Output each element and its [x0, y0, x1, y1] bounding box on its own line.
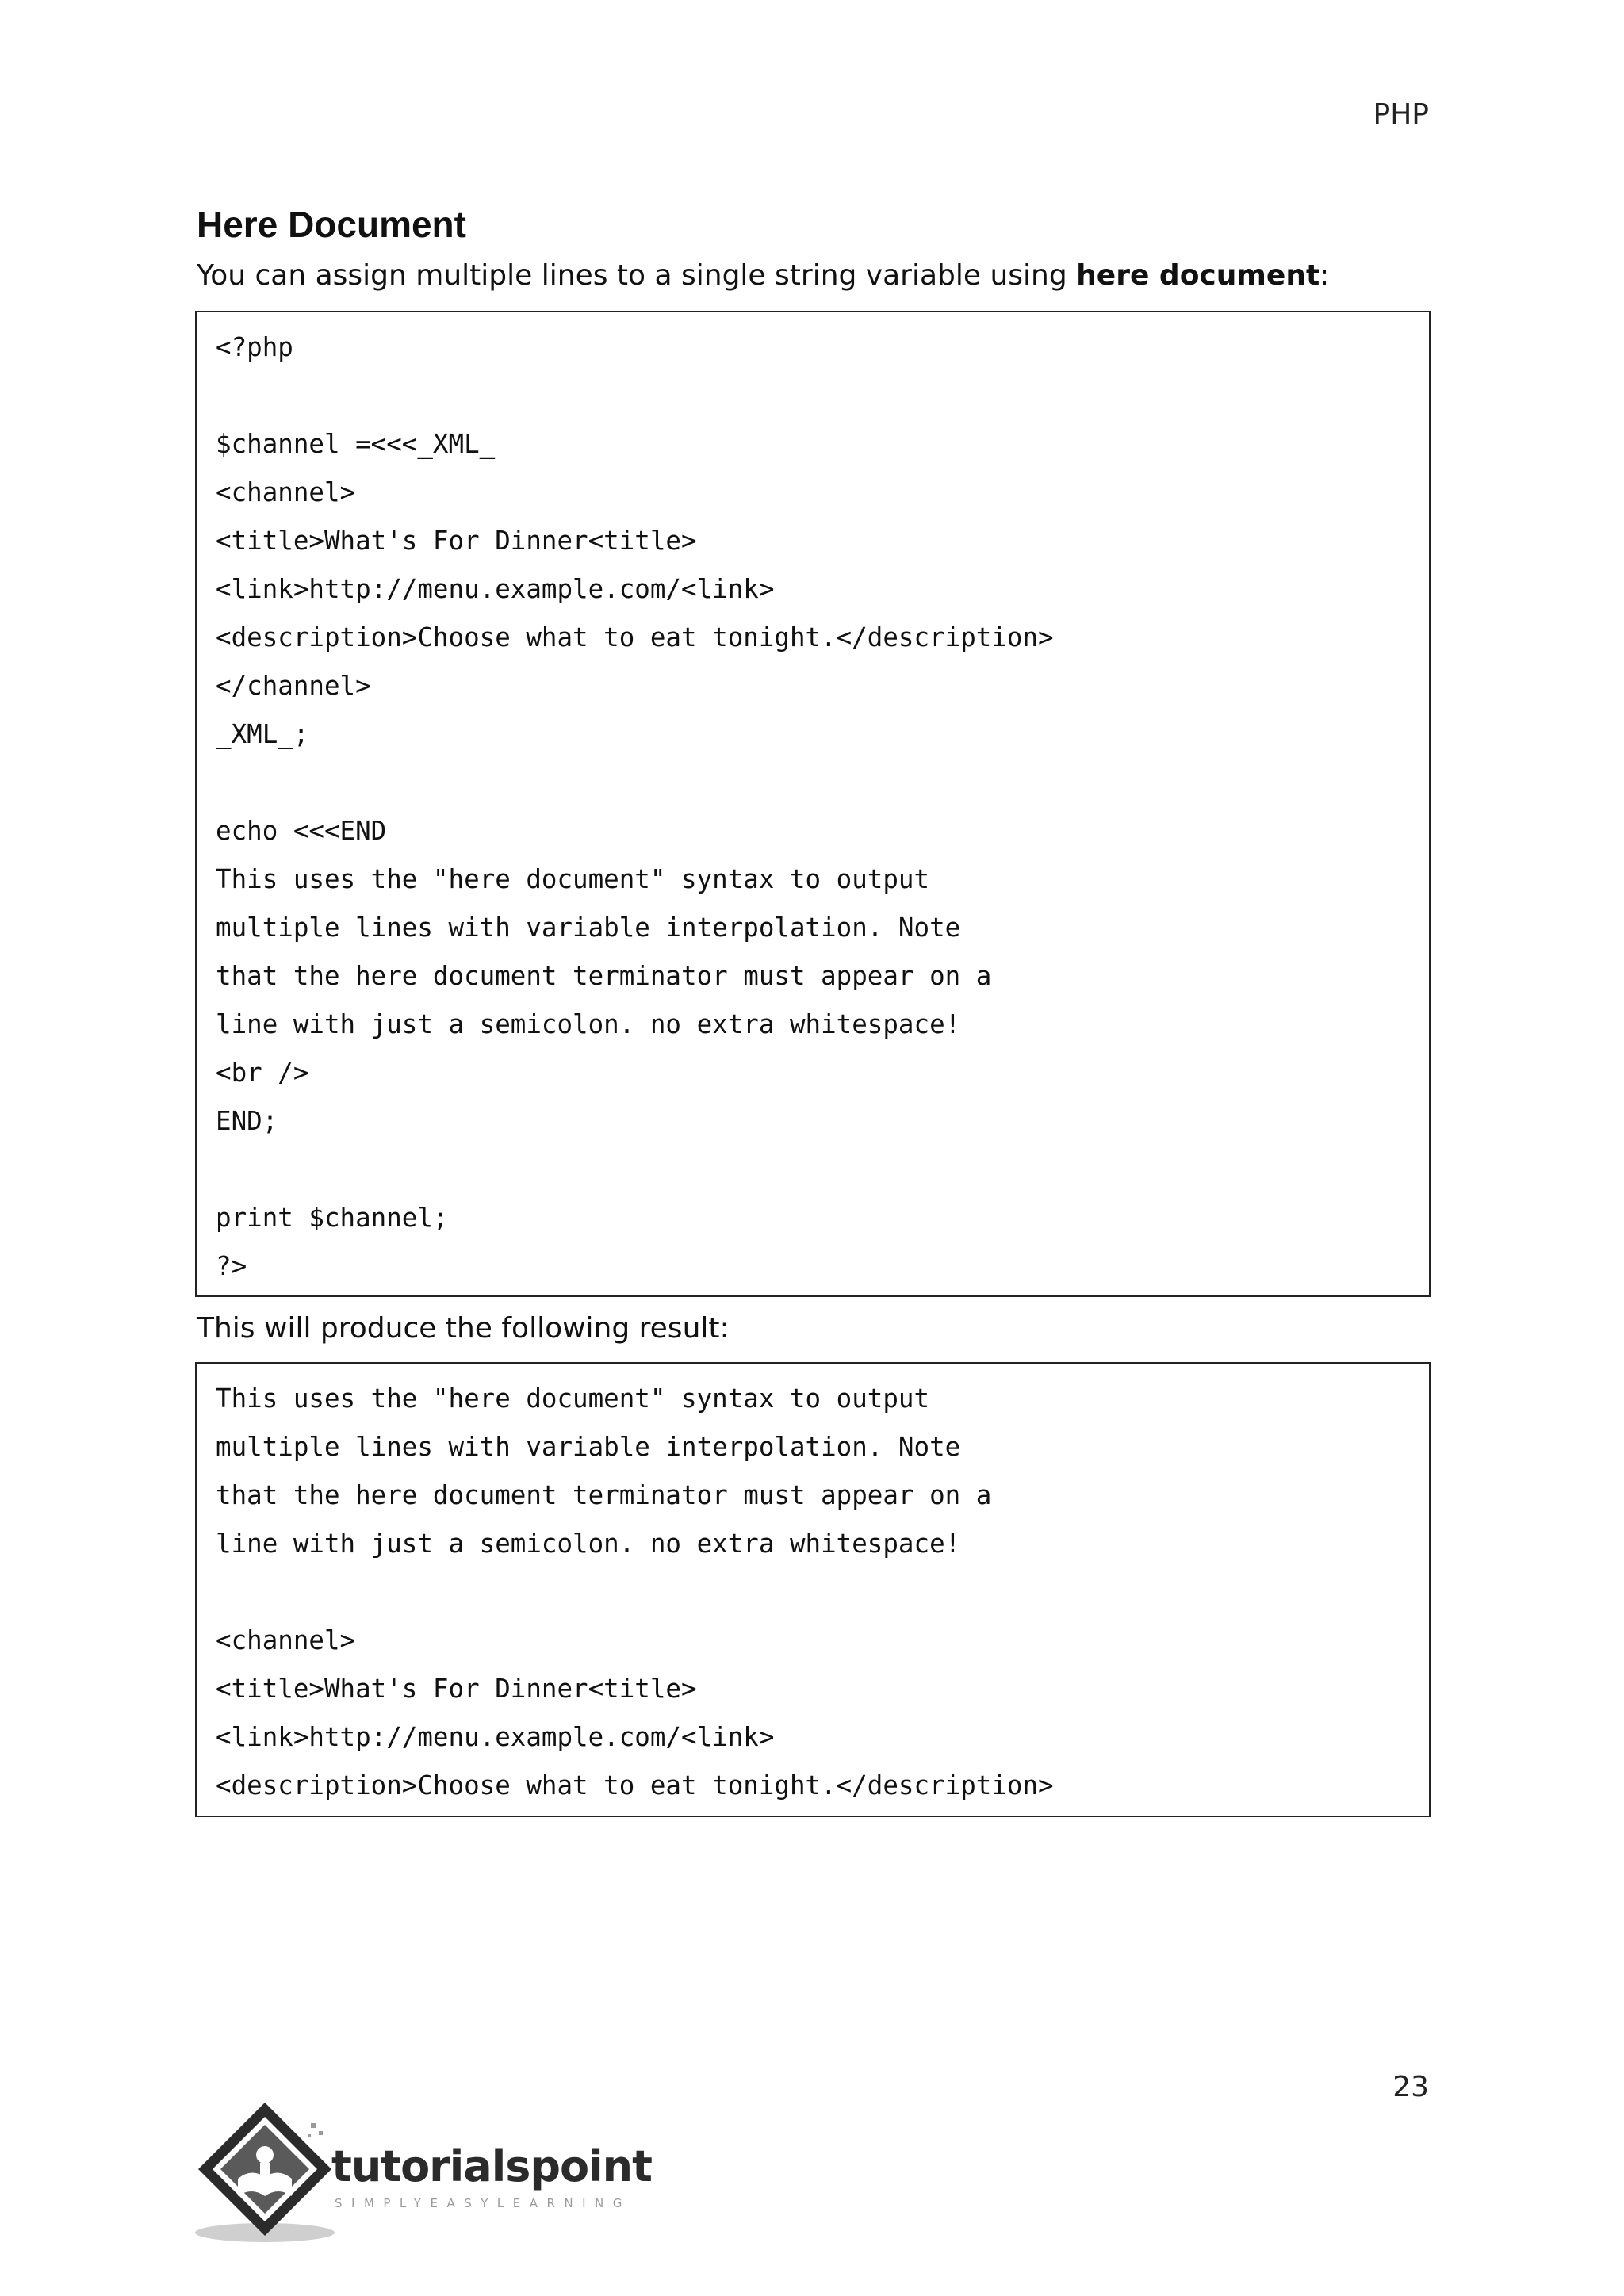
intro-colon: : — [1320, 259, 1330, 292]
code-line: print $channel; — [216, 1203, 449, 1233]
code-line: line with just a semicolon. no extra whitespace! — [216, 1009, 961, 1039]
page-number: 23 — [1392, 2071, 1429, 2103]
code-example-box — [195, 311, 1431, 1297]
result-line: <channel> — [216, 1625, 356, 1655]
section-title: Here Document — [197, 204, 466, 245]
code-line: END; — [216, 1106, 278, 1136]
result-output-box — [195, 1362, 1431, 1817]
result-line: multiple lines with variable interpolation. Note — [216, 1432, 961, 1462]
result-line: <link>http://menu.example.com/<link> — [216, 1722, 775, 1752]
code-line: $channel =<<<_XML_ — [216, 429, 496, 459]
code-line — [216, 1146, 1429, 1194]
code-line — [216, 759, 1429, 807]
intro-bold-term: here document — [1076, 259, 1320, 292]
code-line: that the here document terminator must appear on a — [216, 961, 992, 991]
tutorialspoint-logo — [192, 2099, 668, 2244]
result-line: This uses the "here document" syntax to output — [216, 1383, 930, 1414]
result-line — [216, 1568, 1429, 1617]
code-line: echo <<<END — [216, 816, 387, 846]
logo-tagline: SIMPLYEASYLEARNING — [335, 2196, 631, 2210]
code-line: multiple lines with variable interpolation. Note — [216, 913, 961, 943]
result-intro: This will produce the following result: — [197, 1312, 730, 1345]
code-line — [216, 372, 1429, 420]
result-line: <title>What's For Dinner<title> — [216, 1674, 697, 1704]
code-line: <?php — [216, 332, 293, 362]
code-line: <link>http://menu.example.com/<link> — [216, 574, 775, 604]
code-line: This uses the "here document" syntax to output — [216, 864, 930, 894]
result-line: that the here document terminator must appear on a — [216, 1480, 992, 1510]
result-line: <description>Choose what to eat tonight.</description> — [216, 1770, 1054, 1800]
code-line: </channel> — [216, 671, 371, 701]
code-line: <title>What's For Dinner<title> — [216, 526, 697, 556]
code-line: <channel> — [216, 477, 356, 507]
code-line: _XML_; — [216, 719, 309, 749]
logo-wordmark: tutorialspoint — [331, 2141, 652, 2191]
code-line: <description>Choose what to eat tonight.</description> — [216, 622, 1054, 652]
code-line: <br /> — [216, 1058, 309, 1088]
result-line: line with just a semicolon. no extra whitespace! — [216, 1529, 961, 1559]
code-line: ?> — [216, 1251, 247, 1281]
intro-text: You can assign multiple lines to a single string variable using — [197, 259, 1077, 292]
running-header: PHP — [1373, 98, 1429, 131]
intro-paragraph — [197, 259, 1329, 292]
